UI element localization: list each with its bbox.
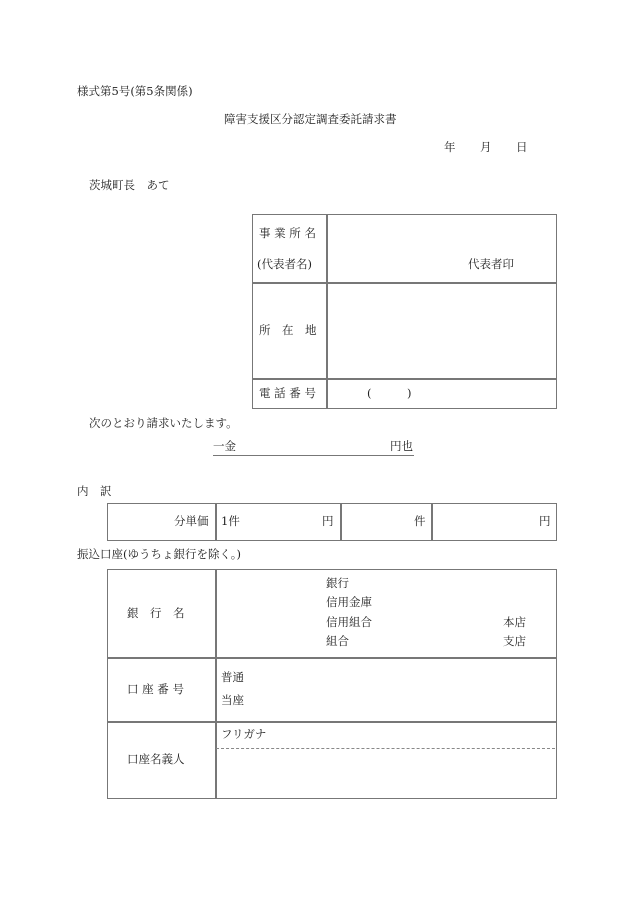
table-divider: [252, 378, 557, 380]
date-month-label: 月: [480, 140, 492, 154]
per-item-label: 1件: [221, 514, 240, 528]
unit-price-field[interactable]: [245, 507, 317, 537]
representative-seal-label: 代表者印: [468, 257, 514, 271]
phone-paren-open: (: [367, 386, 372, 400]
date-year-label: 年: [444, 140, 456, 154]
phone-paren-close: ): [407, 386, 412, 400]
bank-name-field[interactable]: [222, 574, 322, 654]
table-divider: [340, 503, 342, 541]
yen-label-2: 円: [539, 514, 551, 528]
request-statement: 次のとおり請求いたします。: [89, 416, 238, 430]
amount-underline: [213, 455, 414, 456]
form-number: 様式第5号(第5条関係): [77, 84, 193, 98]
table-divider: [215, 503, 217, 541]
branch-office-label: 支店: [503, 634, 526, 648]
table-divider: [107, 657, 557, 659]
bank-type-shinkin: 信用金庫: [326, 595, 372, 609]
bank-type-cooperative: 組合: [326, 634, 349, 648]
breakdown-heading: 内 訳: [77, 484, 112, 498]
count-unit-label: 件: [414, 514, 426, 528]
furigana-label: フリガナ: [221, 727, 267, 741]
bank-name-label: 銀 行 名: [127, 606, 185, 620]
table-divider: [107, 721, 557, 723]
business-name-label: 事 業 所 名: [259, 226, 316, 240]
table-divider: [431, 503, 433, 541]
phone-label: 電 話 番 号: [259, 386, 316, 400]
bank-type-bank: 銀行: [326, 576, 349, 590]
amount-suffix: 円也: [390, 439, 413, 453]
address-field[interactable]: [330, 287, 552, 375]
business-name-field[interactable]: [330, 218, 552, 278]
table-divider: [215, 569, 217, 799]
addressee: 茨城町長 あて: [89, 178, 170, 192]
account-type-ordinary: 普通: [221, 670, 244, 684]
bank-type-credit-union: 信用組合: [326, 615, 372, 629]
unit-price-label: 分単価: [174, 514, 209, 528]
page-title: 障害支援区分認定調査委託請求書: [224, 112, 397, 126]
table-divider: [326, 214, 328, 409]
address-label: 所 在 地: [259, 323, 317, 337]
amount-prefix: 一金: [213, 439, 236, 453]
table-divider: [252, 282, 557, 284]
account-holder-label: 口座名義人: [127, 752, 185, 766]
total-field[interactable]: [436, 507, 536, 537]
account-type-current: 当座: [221, 693, 244, 707]
representative-label: (代表者名): [257, 257, 312, 271]
account-holder-field[interactable]: [222, 752, 552, 796]
head-office-label: 本店: [503, 615, 526, 629]
bank-heading: 振込口座(ゆうちょ銀行を除く。): [77, 547, 241, 561]
date-day-label: 日: [516, 140, 528, 154]
phone-field[interactable]: [330, 382, 552, 406]
amount-field[interactable]: [240, 440, 388, 454]
account-number-field[interactable]: [260, 662, 550, 718]
count-field[interactable]: [345, 507, 411, 537]
account-number-label: 口 座 番 号: [127, 682, 184, 696]
yen-label-1: 円: [322, 514, 334, 528]
furigana-divider: [216, 748, 555, 749]
